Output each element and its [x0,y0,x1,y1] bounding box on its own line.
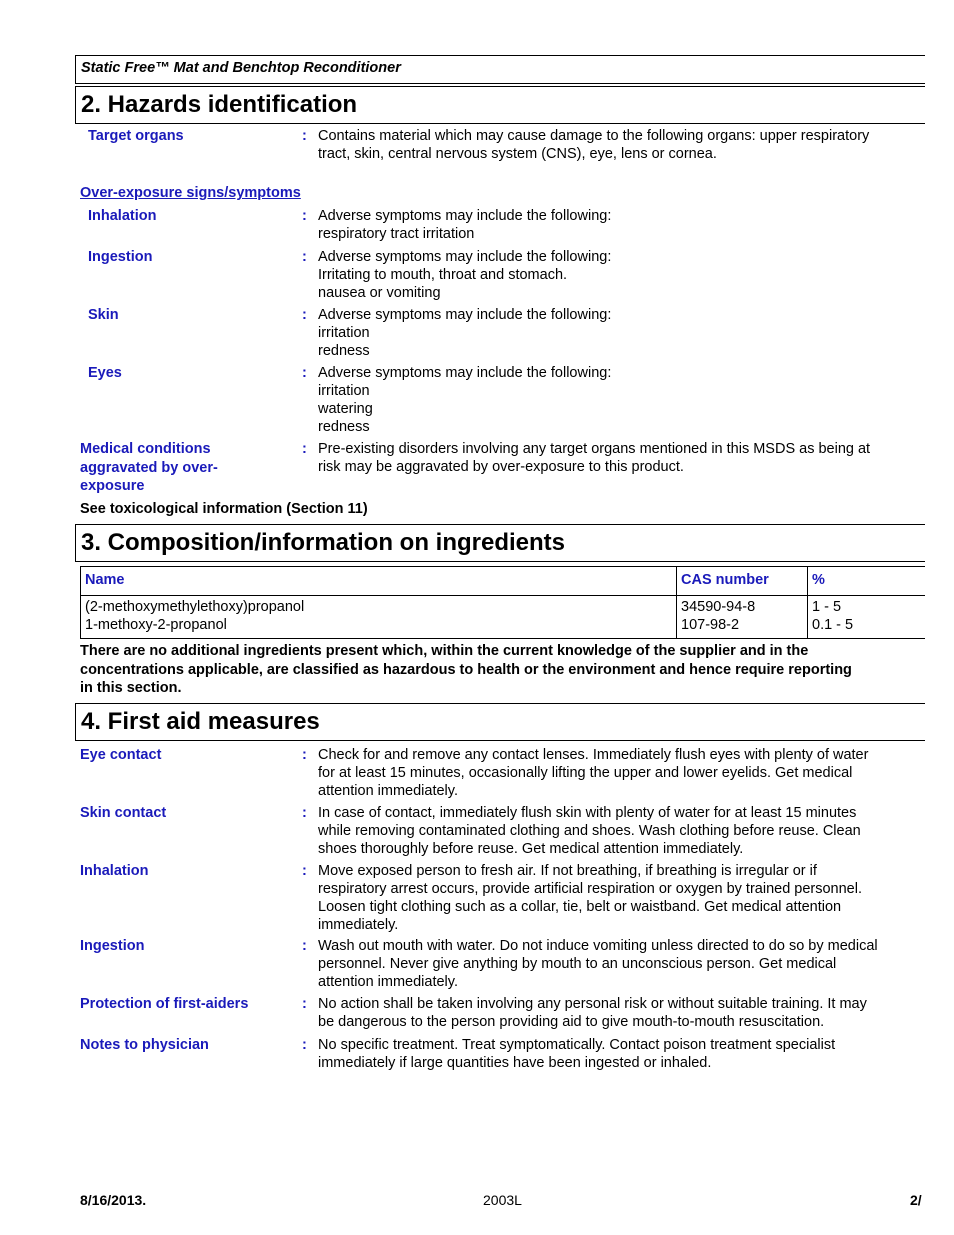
value-eye-contact [318,746,918,800]
ingredient-cas: 107-98-2 [681,617,740,633]
line: tract, skin, central nervous system (CNS), eye, lens or cornea. [318,146,717,162]
label-eye-contact: Eye contact [80,747,162,763]
label-protection-first-aiders: Protection of first-aiders [80,996,249,1012]
line: Pre-existing disorders involving any target organs mentioned in this MSDS as being at [318,441,871,457]
line: redness [318,343,370,359]
value-eyes [318,364,918,436]
line: There are no additional ingredients present which, within the current knowledge of the supplier and in the [80,643,809,659]
line: redness [318,419,370,435]
column-header-percent: % [808,567,926,596]
line: respiratory tract irritation [318,226,475,242]
line: No specific treatment. Treat symptomatically. Contact poison treatment specialist [318,1037,836,1053]
value-protection-first-aiders [318,995,918,1031]
line: Wash out mouth with water. Do not induce vomiting unless directed to do so by medical [318,938,878,954]
colon: : [302,208,307,224]
label-skin: Skin [88,307,119,323]
value-notes-to-physician [318,1036,918,1072]
line: while removing contaminated clothing and shoes. Wash clothing before reuse. Clean [318,823,861,839]
link-overexposure-signs[interactable]: Over-exposure signs/symptoms [80,185,301,201]
line: watering [318,401,373,417]
label-first-aid-inhalation: Inhalation [80,863,149,879]
line: Irritating to mouth, throat and stomach. [318,267,568,283]
table-row [81,596,926,639]
ingredient-percent: 1 - 5 [812,599,842,615]
colon: : [302,249,307,265]
colon: : [302,747,307,763]
line: nausea or vomiting [318,285,441,301]
label-line: exposure [80,478,145,494]
line: risk may be aggravated by over-exposure to this product. [318,459,684,475]
line: irritation [318,383,370,399]
footer-date: 8/16/2013. [80,1192,147,1208]
line: immediately. [318,917,399,933]
label-skin-contact: Skin contact [80,805,167,821]
line: irritation [318,325,370,341]
cell-percent [808,596,926,639]
column-header-cas: CAS number [677,567,808,596]
label-inhalation: Inhalation [88,208,157,224]
value-medical-conditions [318,440,918,476]
value-ingestion [318,248,918,302]
line: Adverse symptoms may include the following: [318,365,612,381]
ingredient-name: 1-methoxy-2-propanol [85,617,227,633]
value-first-aid-inhalation [318,862,918,934]
label-ingestion: Ingestion [88,249,153,265]
line: be dangerous to the person providing aid to give mouth-to-mouth resuscitation. [318,1014,825,1030]
line: Adverse symptoms may include the following: [318,307,612,323]
ingredients-note [80,642,920,698]
footer-page-number: 2/ [910,1192,922,1208]
value-inhalation [318,207,918,243]
label-eyes: Eyes [88,365,122,381]
value-target-organs [318,127,918,163]
line: personnel. Never give anything by mouth to an unconscious person. Get medical [318,956,837,972]
colon: : [302,1037,307,1053]
line: respiratory arrest occurs, provide artificial respiration or oxygen by trained personnel. [318,881,862,897]
label-medical-conditions [80,440,218,496]
line: attention immediately. [318,783,458,799]
line: Contains material which may cause damage to the following organs: upper respiratory [318,128,870,144]
line: attention immediately. [318,974,458,990]
line: Loosen tight clothing such as a collar, tie, belt or waistband. Get medical attention [318,899,842,915]
colon: : [302,128,307,144]
section-title-composition: 3. Composition/information on ingredients [75,524,925,562]
value-first-aid-ingestion [318,937,928,991]
value-skin [318,306,918,360]
colon: : [302,996,307,1012]
ingredients-table [80,566,925,639]
footer-code: 2003L [483,1192,522,1208]
colon: : [302,938,307,954]
table-header-row [81,567,926,596]
section-title-hazards: 2. Hazards identification [75,86,925,124]
cell-names [81,596,677,639]
label-line: aggravated by over- [80,459,218,476]
ingredient-cas: 34590-94-8 [681,599,756,615]
colon: : [302,307,307,323]
line: concentrations applicable, are classified as hazardous to health or the environment and hence require reporting [80,661,852,678]
colon: : [302,863,307,879]
label-first-aid-ingestion: Ingestion [80,938,145,954]
colon: : [302,365,307,381]
colon: : [302,805,307,821]
product-header: Static Free™ Mat and Benchtop Reconditioner [75,55,925,84]
cell-cas [677,596,808,639]
line: Adverse symptoms may include the following: [318,249,612,265]
column-header-name: Name [81,567,677,596]
label-line: Medical conditions [80,441,211,457]
see-toxicological-note: See toxicological information (Section 11) [80,501,368,517]
line: In case of contact, immediately flush skin with plenty of water for at least 15 minutes [318,805,857,821]
line: Move exposed person to fresh air. If not breathing, if breathing is irregular or if [318,863,817,879]
line: for at least 15 minutes, occasionally lifting the upper and lower eyelids. Get medical [318,765,853,781]
ingredient-percent: 0.1 - 5 [812,617,854,633]
label-target-organs: Target organs [88,128,184,144]
line: Adverse symptoms may include the following: [318,208,612,224]
line: Check for and remove any contact lenses. Immediately flush eyes with plenty of water [318,747,869,763]
section-title-first-aid: 4. First aid measures [75,703,925,741]
line: in this section. [80,680,182,696]
colon: : [302,441,307,457]
ingredient-name: (2-methoxymethylethoxy)propanol [85,599,305,615]
value-skin-contact [318,804,918,858]
line: No action shall be taken involving any personal risk or without suitable training. It may [318,996,867,1012]
line: shoes thoroughly before reuse. Get medical attention immediately. [318,841,744,857]
label-notes-to-physician: Notes to physician [80,1037,209,1053]
line: immediately if large quantities have been ingested or inhaled. [318,1055,712,1071]
